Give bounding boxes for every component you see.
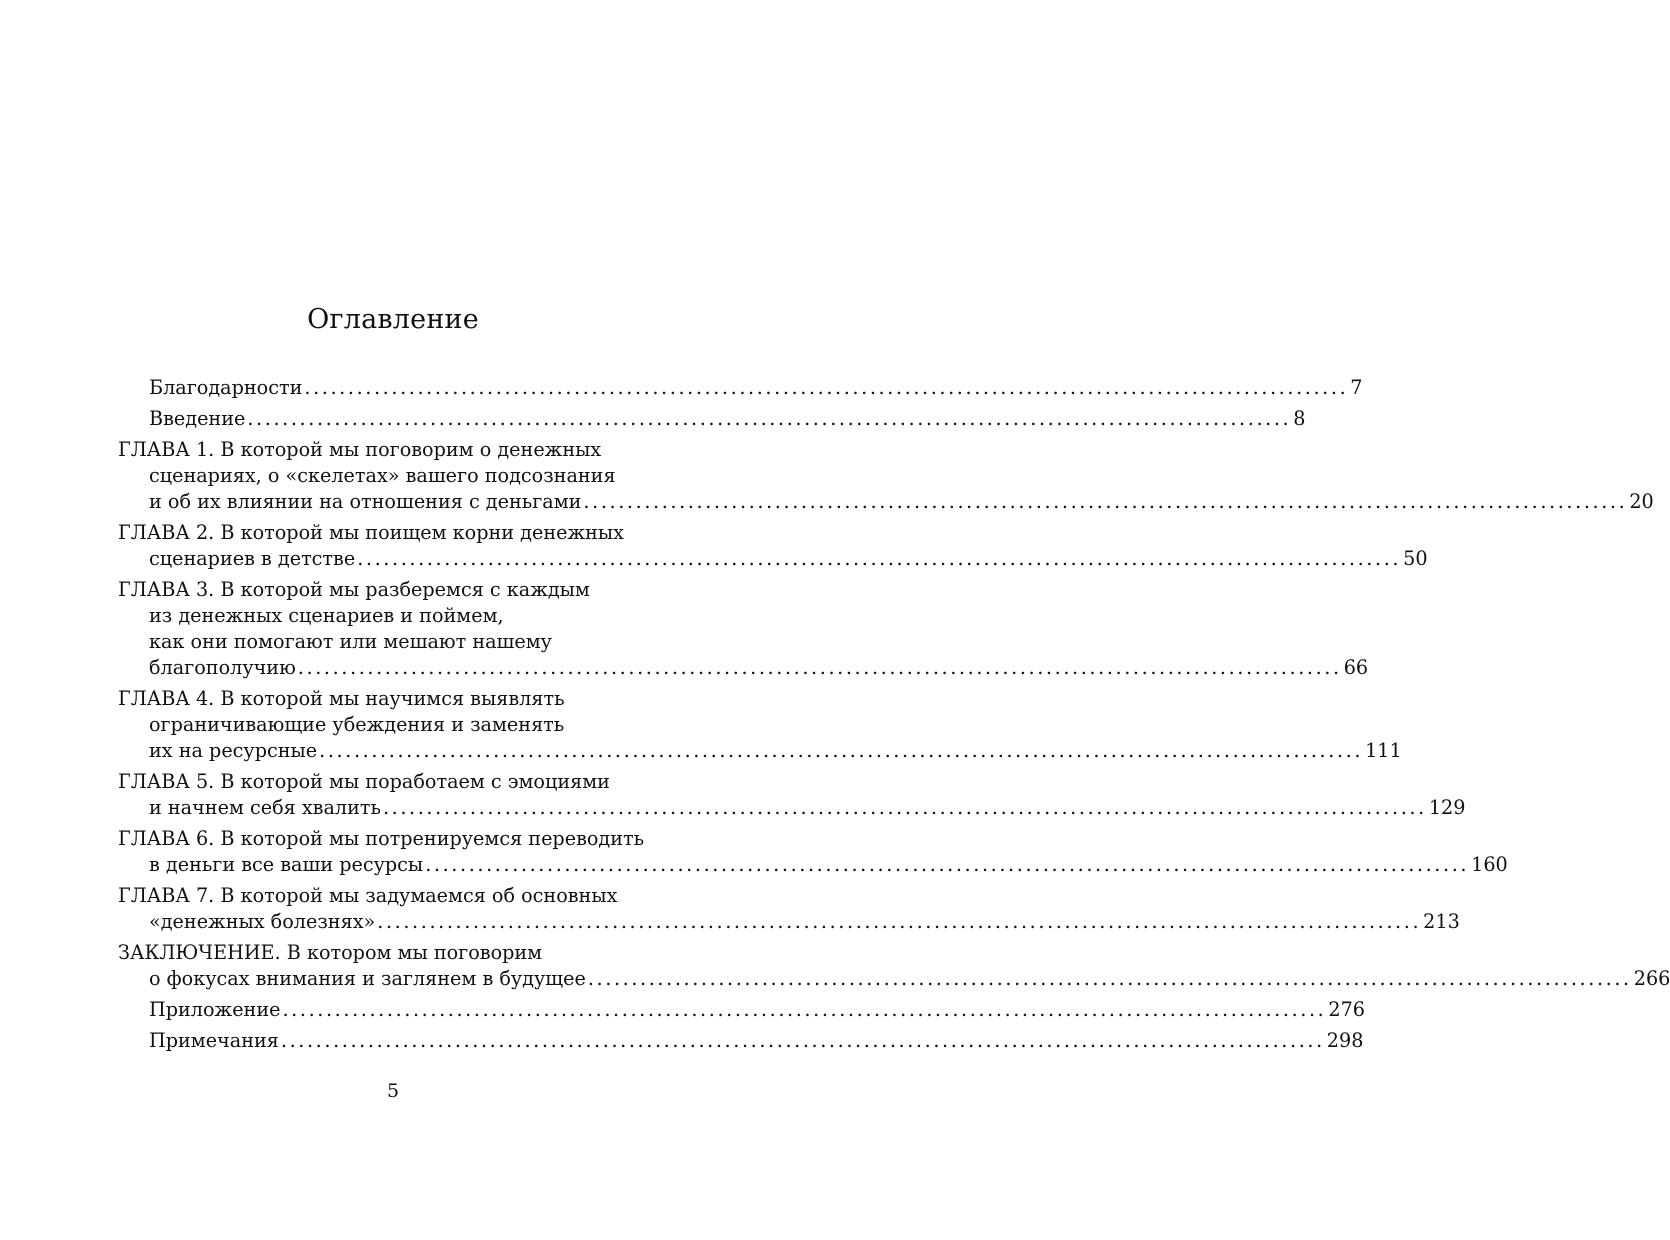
dot-leader: ........................................................................................................................: [382, 796, 1427, 819]
toc-page-number: 160: [1471, 853, 1508, 876]
dot-leader: ........................................................................................................................: [425, 853, 1470, 876]
dot-leader: ........................................................................................................................: [282, 998, 1327, 1021]
table-of-contents: [118, 375, 1670, 1059]
toc-entry-line: сценариев в детстве: [149, 547, 356, 570]
toc-entry: [118, 883, 1460, 935]
toc-entry: [118, 406, 1306, 432]
toc-entry-last-line: [118, 655, 1369, 681]
toc-entry-last-line: [118, 909, 1460, 935]
toc-entry-last-line: [118, 738, 1402, 764]
toc-page-number: 266: [1633, 967, 1670, 990]
toc-page-number: 213: [1423, 910, 1460, 933]
toc-entry-line: как они помогают или мешают нашему: [149, 630, 552, 653]
toc-entry-last-line: [118, 852, 1508, 878]
toc-entry-line: ГЛАВА 5. В которой мы поработаем с эмоциями: [118, 770, 610, 793]
toc-page-number: 298: [1326, 1029, 1364, 1052]
toc-entry-last-line: [118, 489, 1654, 515]
toc-entry-line: «денежных болезнях»: [149, 910, 376, 933]
toc-entry-line: ГЛАВА 3. В которой мы разберемся с каждым: [118, 578, 590, 601]
dot-leader: ........................................................................................................................: [319, 739, 1364, 762]
toc-entry: [118, 769, 1466, 821]
toc-entry-line: ГЛАВА 7. В которой мы задумаемся об основных: [118, 884, 618, 907]
toc-entry-line: и начнем себя хвалить: [149, 796, 381, 819]
toc-page-number: 20: [1629, 490, 1654, 513]
toc-entry: [118, 437, 1654, 515]
toc-entry-last-line: [118, 546, 1428, 572]
toc-entry-last-line: [149, 375, 1363, 401]
toc-entry: [118, 375, 1363, 401]
toc-entry-last-line: [149, 406, 1306, 432]
page-title: Оглавление: [307, 304, 479, 335]
toc-entry-line: Введение: [149, 407, 246, 430]
toc-entry-line: сценариях, о «скелетах» вашего подсознания: [149, 464, 616, 487]
toc-page-number: 111: [1365, 739, 1402, 762]
toc-entry-line: ЗАКЛЮЧЕНИЕ. В котором мы поговорим: [118, 941, 543, 964]
toc-entry-line: о фокусах внимания и заглянем в будущее: [149, 967, 586, 990]
toc-page-number: 8: [1293, 407, 1306, 430]
toc-entry-last-line: [149, 997, 1366, 1023]
toc-entry: [118, 997, 1366, 1023]
toc-entry: [118, 826, 1508, 878]
toc-entry-line: их на ресурсные: [149, 739, 318, 762]
toc-page-number: 66: [1343, 656, 1369, 679]
toc-page-number: 276: [1328, 998, 1366, 1021]
toc-entry-line: и об их влиянии на отношения с деньгами: [149, 490, 582, 513]
dot-leader: ........................................................................................................................: [304, 376, 1349, 399]
page-number: 5: [386, 1080, 400, 1102]
toc-entry-last-line: [149, 1028, 1364, 1054]
dot-leader: ........................................................................................................................: [587, 967, 1632, 990]
toc-entry-line: в деньги все ваши ресурсы: [149, 853, 424, 876]
toc-entry-line: ограничивающие убеждения и заменять: [149, 713, 565, 736]
toc-entry-line: Приложение: [149, 998, 281, 1021]
toc-entry-line: ГЛАВА 4. В которой мы научимся выявлять: [118, 687, 565, 710]
toc-page-number: 129: [1428, 796, 1466, 819]
toc-entry-last-line: [118, 795, 1466, 821]
toc-entry-last-line: [118, 966, 1670, 992]
toc-entry-line: из денежных сценариев и поймем,: [149, 604, 504, 627]
toc-entry: [118, 577, 1369, 681]
toc-entry-line: ГЛАВА 2. В которой мы поищем корни денежных: [118, 521, 625, 544]
toc-entry: [118, 686, 1402, 764]
dot-leader: ........................................................................................................................: [357, 547, 1402, 570]
dot-leader: ........................................................................................................................: [247, 407, 1292, 430]
dot-leader: ........................................................................................................................: [280, 1029, 1325, 1052]
toc-entry-line: Примечания: [149, 1029, 279, 1052]
dot-leader: ........................................................................................................................: [377, 910, 1422, 933]
toc-entry: [118, 1028, 1364, 1054]
toc-page-number: 50: [1403, 547, 1428, 570]
toc-entry-line: Благодарности: [149, 376, 303, 399]
toc-entry-line: благополучию: [149, 656, 296, 679]
toc-entry: [118, 520, 1428, 572]
toc-entry-line: ГЛАВА 1. В которой мы поговорим о денежных: [118, 438, 602, 461]
toc-entry-line: ГЛАВА 6. В которой мы потренируемся переводить: [118, 827, 645, 850]
toc-page-number: 7: [1350, 376, 1363, 399]
toc-entry: [118, 940, 1670, 992]
dot-leader: ........................................................................................................................: [297, 656, 1342, 679]
dot-leader: ........................................................................................................................: [583, 490, 1628, 513]
